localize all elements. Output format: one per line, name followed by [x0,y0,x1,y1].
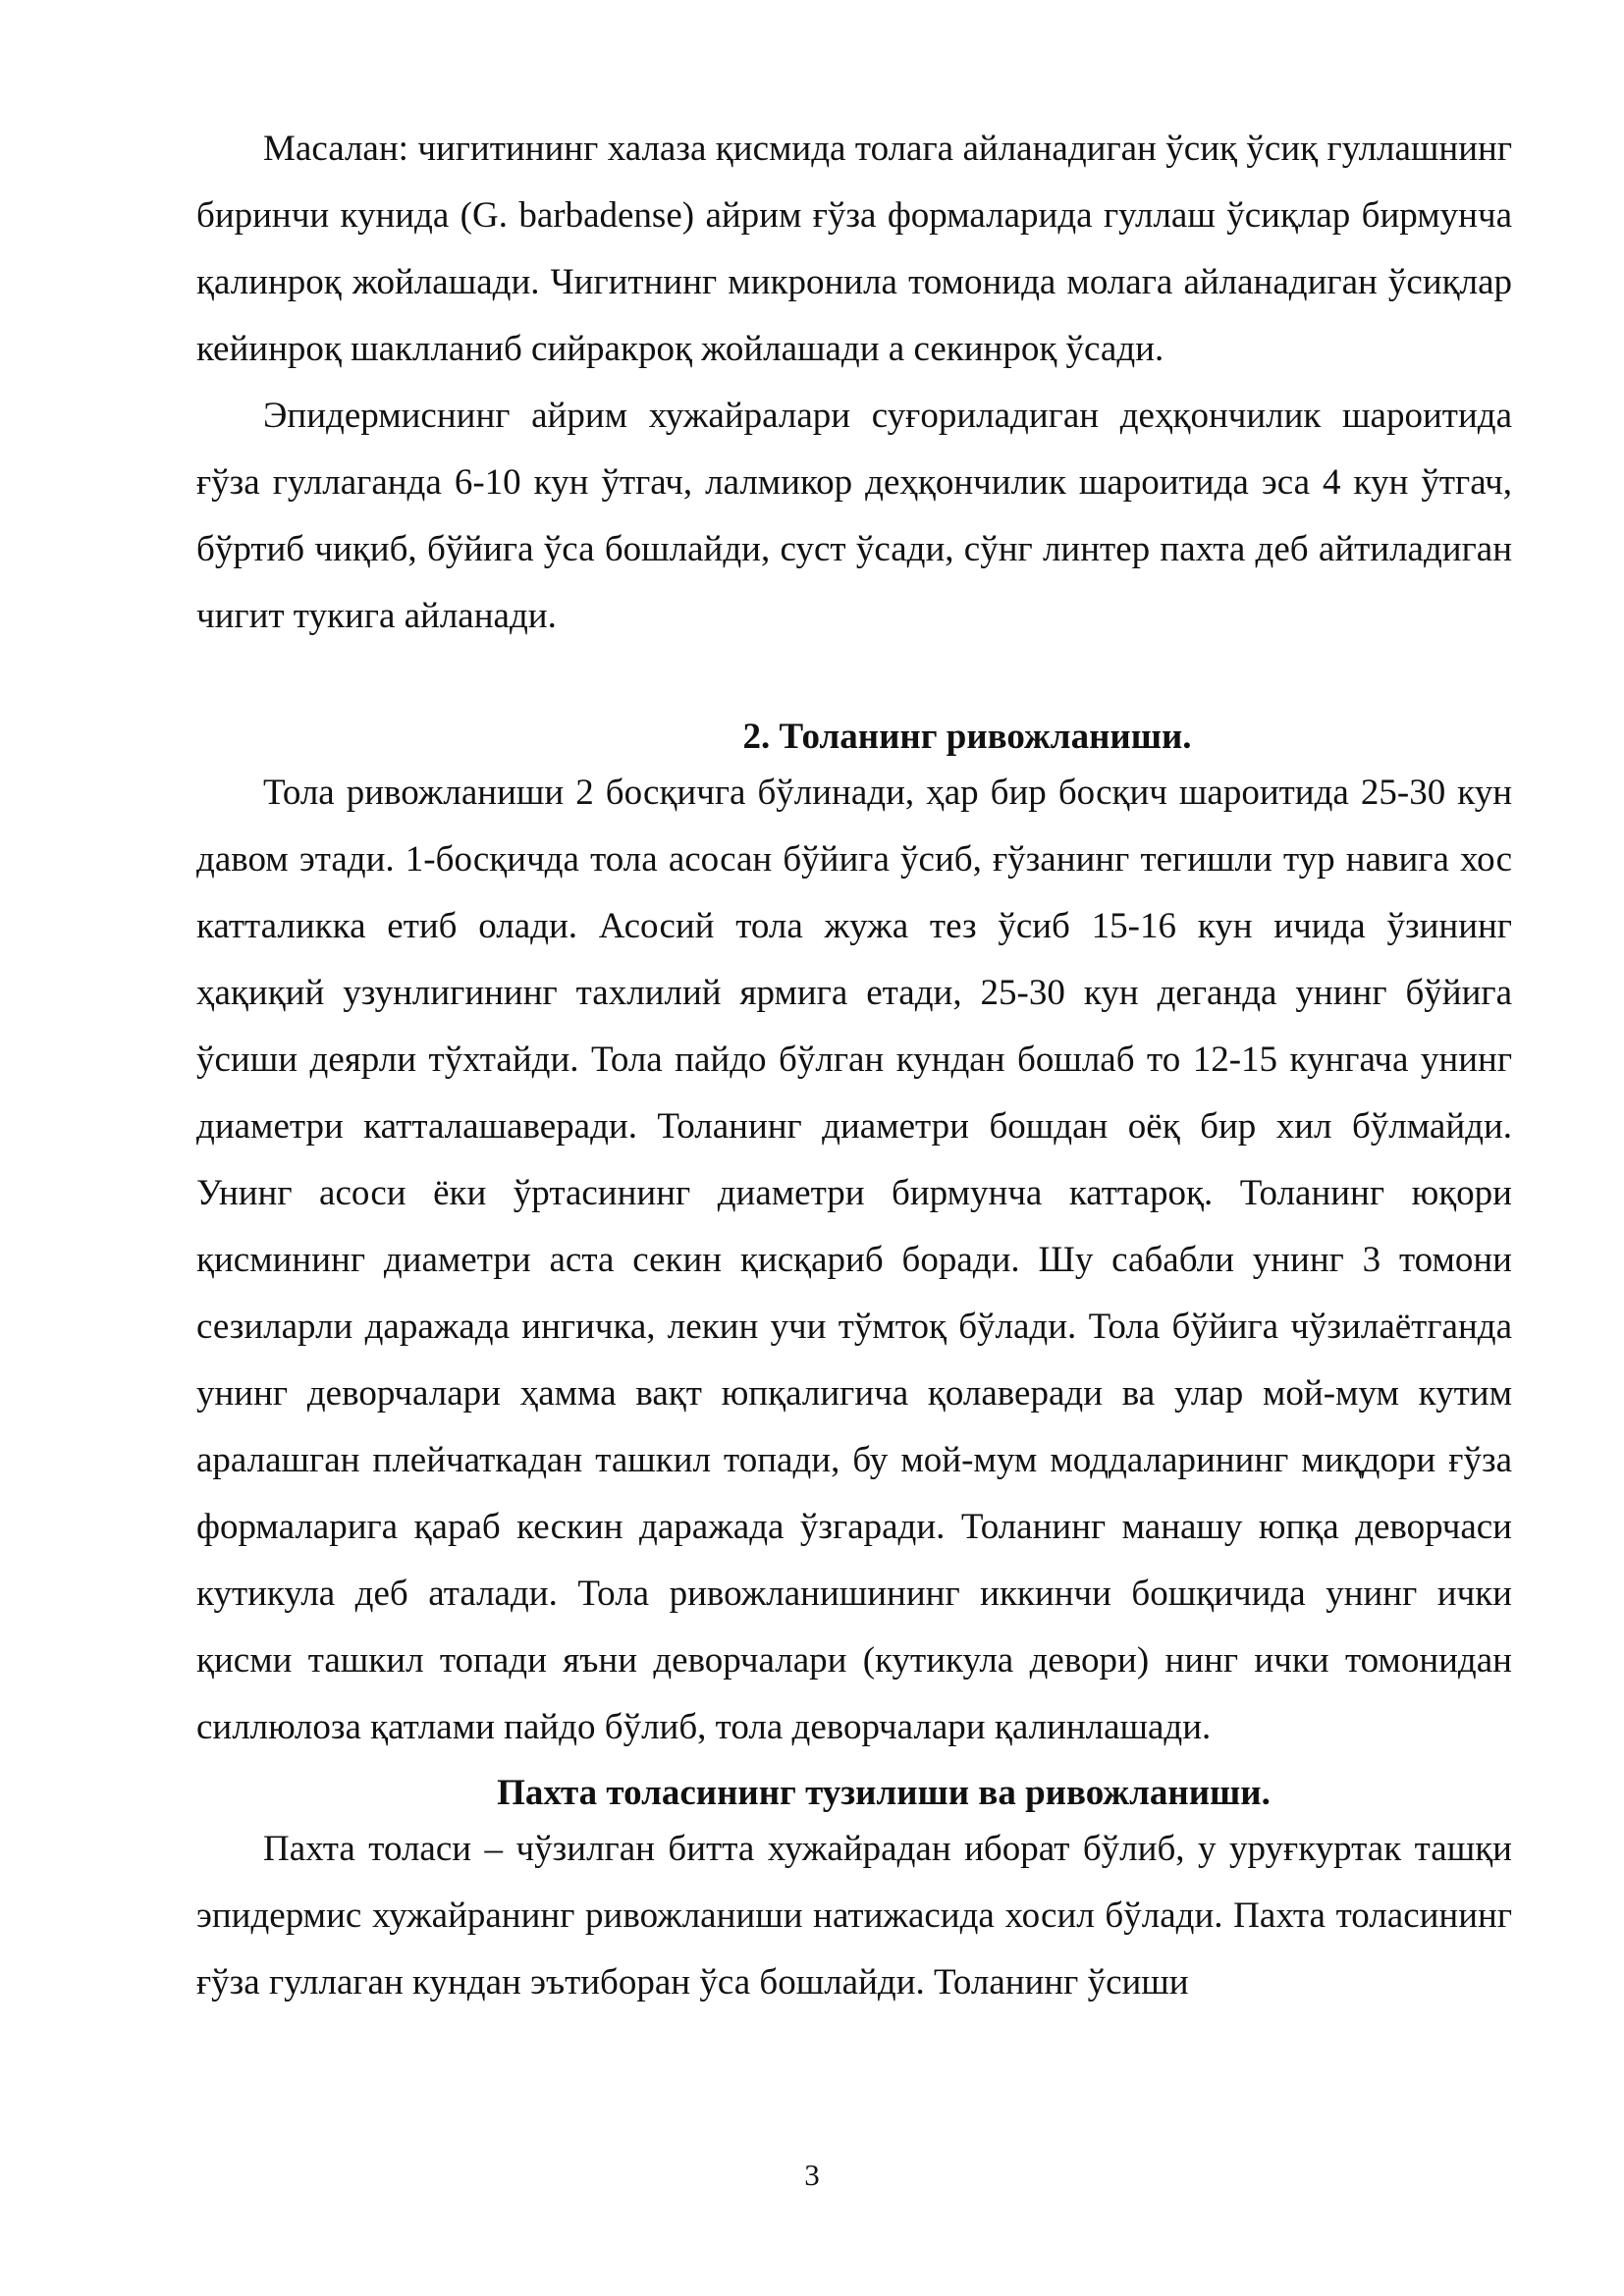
section-paragraph: Тола ривожланиши 2 босқичга бўлинади, ҳар бир босқич шароитида 25-30 кун давом этади. 1-босқичда тола асосан бўйига ўсиб, ғўзанинг тегишли тур навига хос катталикка етиб олади. Асосий тола жужа тез ўсиб 15-16 кун ичида ўзининг ҳақиқий узунлигининг тахлилий ярмига етади, 25-30 кун деганда унинг бўйига ўсиши деярли тўхтайди. Тола пайдо бўлган кундан бошлаб то 12-15 кунгача унинг диаметри катталашаверади. Толанинг диаметри бошдан оёқ бир хил бўлмайди. Унинг асоси ёки ўртасининг диаметри бирмунча каттароқ. Толанинг юқори қисмининг диаметри аста секин қисқариб боради. Шу сабабли унинг 3 томони сезиларли даражада ингичка, лекин учи тўмтоқ бўлади. Тола бўйига чўзилаётганда унинг деворчалари ҳамма вақт юпқалигича қолаверади ва улар мой-мум кутим аралашган плейчаткадан ташкил топади, бу мой-мум моддаларининг миқдори ғўза формаларига қараб кескин даражада ўзгаради. Толанинг манашу юпқа деворчаси кутикула деб аталади. Тола ривожланишининг иккинчи бошқичида унинг ички қисми ташкил топади яъни деворчалари (кутикула девори) нинг ички томонидан силлюлоза қатлами пайдо бўлиб, тола деворчалари қалинлашади. [196,773,1512,1747]
section-heading: 2. Толанинг ривожланиши. [742,717,1192,757]
section-spacer [196,650,1512,717]
subheading: Пахта толасининг тузилиши ва ривожланиши. [497,1773,1271,1813]
page-number: 3 [804,2158,820,2192]
intro-paragraph-2: Эпидермиснинг айрим хужайралари суғориладиган деҳқончилик шароитида ғўза гуллаганда 6-10 кун ўтгач, лалмикор деҳқончилик шароитида эса 4 кун ўтгач, бўртиб чиқиб, бўйига ўса бошлайди, суст ўсади, сўнг линтер пахта деб айтиладиган чигит тукига айланади. [196,396,1512,636]
document-page [196,116,1512,2016]
intro-paragraph-1: Масалан: чигитининг халаза қисмида толага айланадиган ўсиқ ўсиқ гуллашнинг биринчи кунида (G. barbadense) айрим ғўза формаларида гуллаш ўсиқлар бирмунча қалинроқ жойлашади. Чигитнинг микронила томонида молага айланадиган ўсиқлар кейинроқ шаклланиб сийракроқ жойлашади а секинроқ ўсади. [196,129,1512,369]
final-paragraph: Пахта толаси – чўзилган битта хужайрадан иборат бўлиб, у уруғкуртак ташқи эпидермис хужайранинг ривожланиши натижасида хосил бўлади. Пахта толасининг ғўза гуллаган кундан эътиборан ўса бошлайди. Толанинг ўсиши [196,1829,1512,2002]
